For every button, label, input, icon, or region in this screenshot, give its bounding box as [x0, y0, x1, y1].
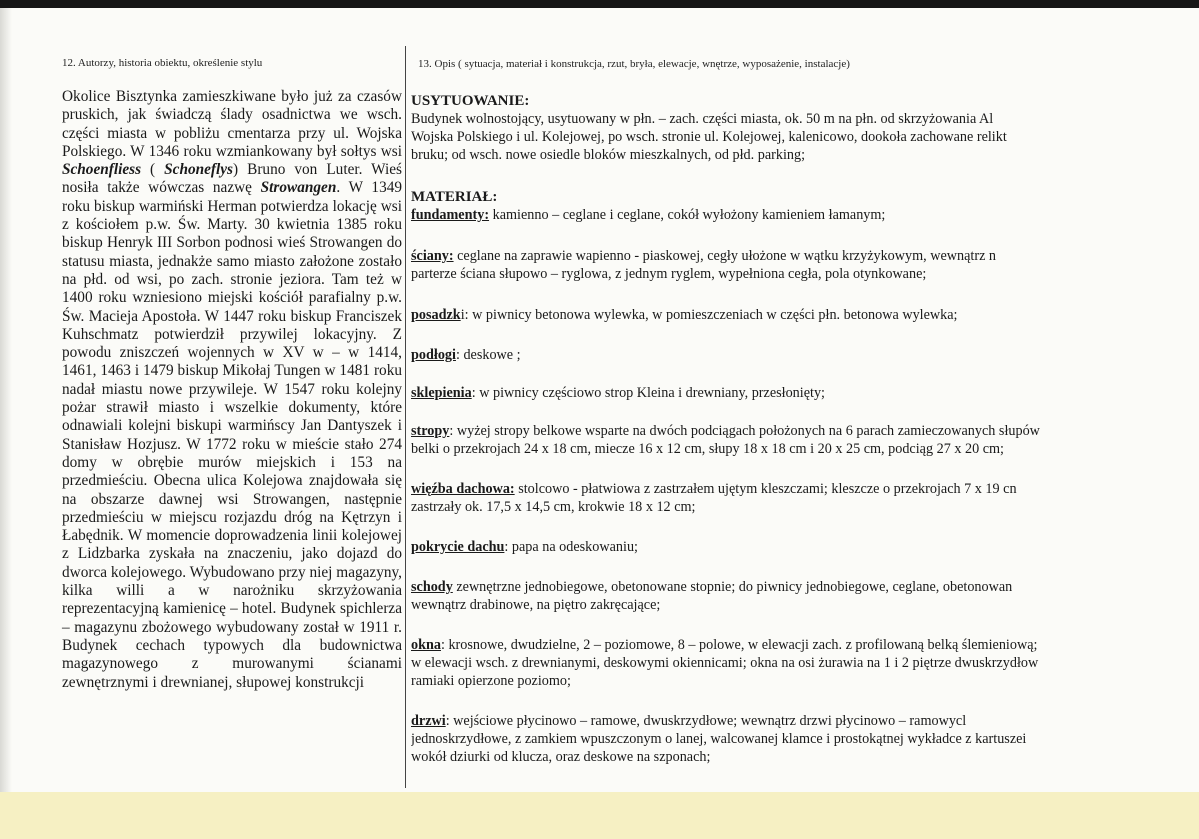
term-text: : wejściowe płycinowo – ramowe, dwuskrzydłowe; wewnątrz drzwi płycinowo – ramowycl [445, 713, 967, 729]
term-posadzki: posadzk [411, 307, 461, 323]
scan-left-shadow [0, 8, 12, 792]
entry-pokrycie [411, 538, 638, 556]
text-line: wokół dziurki od klucza, oraz deskowe na szponach; [411, 749, 711, 765]
left-column-header: 12. Autorzy, historia obiektu, określenie stylu [62, 57, 263, 69]
text-line [411, 538, 638, 556]
section-title: USYTUOWANIE: [411, 93, 530, 109]
entry-sklepienia [411, 384, 825, 402]
text-line: bruku; od wsch. nowe osiedle bloków mieszkalnych, od płd. parking; [411, 147, 806, 163]
term-text: : w piwnicy częściowo strop Kleina i drewniany, przesłonięty; [471, 385, 825, 401]
entry-posadzki [411, 306, 958, 324]
history-text-part: Okolice Bisztynka zamieszkiwane było już za czasów pruskich, jak świadczą ślady osadnictwa we wsch. części miasta w pobliżu cmentarza przy ul. Wojska Polskiego. W 1346 roku wzmiankowany był sołtys wsi [62, 88, 402, 160]
history-name-schoneflys: Schoneflys [164, 161, 234, 179]
term-drzwi: drzwi [411, 713, 446, 729]
text-line [411, 384, 825, 402]
term-sklepienia: sklepienia [411, 385, 472, 401]
entry-okna [411, 636, 1038, 690]
text-line: ramiaki opierzone poziomo; [411, 673, 571, 689]
section-title: MATERIAŁ: [411, 189, 498, 205]
term-schody: schody [411, 579, 453, 595]
text-line [411, 346, 521, 364]
history-text-part: . W 1349 roku biskup warmiński Herman potwierdza lokację wsi z kościołem p.w. Św. Marty. 30 kwietnia 1385 roku biskup Henryk III Sorbon podnosi wieś Strowangen do statusu miasta, jednakże samo miasto założone zostało na płd. od wsi, po zach. stronie jeziora. Tam też w 1400 roku wzniesiono miejski kościół parafialny p.w. Św. Macieja Apostoła. W 1447 roku biskup Franciszek Kuhschmatz potwierdził przywilej lokacyjny. Z powodu zniszczeń wojennych w XV w – w 1414, 1461, 1463 i 1479 biskup Mikołaj Tungen w 1481 roku nadał miastu nowe przywileje. W 1547 roku kolejny pożar strawił miasto i wszelkie dokumenty, które odnawiali kolejni biskupi warmińscy Jan Dantyszek i Stanisław Hozjusz. W 1772 roku w mieście stało 274 domy w obrębie murów miejskich i 153 na przedmieściu. Obecna ulica Kolejowa znajdowała się na obszarze dawnej wsi Strowangen, następnie przedmieściu w miejscu rozjazdu dróg na Kętrzyn i Łabędnik. W momencie doprowadzenia linii kolejowej z Lidzbarka zyskała na znaczeniu, jako dojazd do dworca kolejowego. Wybudowano przy niej magazyny, kilka willi a w narożniku skrzyżowania reprezentacyjną kamienicę – hotel. Budynek spichlerza – magazynu zbożowego wybudowany został w 1911 r. Budynek cechach typowych dla budownictwa magazynowego z murowanymi ścianami zewnętrznymi i drewnianej, słupowej konstrukcji [62, 179, 403, 691]
term-podlogi: podłogi [411, 347, 456, 363]
scan-bottom-strip [0, 792, 1199, 839]
history-text-part: ( [141, 161, 165, 179]
term-sciany: ściany: [411, 248, 454, 264]
term-text: stolcowo - płatwiowa z zastrzałem ujętym kleszczami; kleszcze o przekrojach 7 x 19 cn [514, 481, 1017, 497]
section-usytuowanie [411, 92, 1007, 164]
text-line: wewnątrz drabinowe, na piętro zakręcające; [411, 597, 661, 613]
term-text: ceglane na zaprawie wapienno - piaskowej, cegły ułożone w wątku krzyżykowym, wewnątrz n [453, 248, 997, 264]
column-divider [405, 46, 406, 788]
text-line: parterze ściana słupowo – ryglowa, z jednym ryglem, wypełniona cegła, pola otynkowane; [411, 266, 927, 282]
section-material [411, 188, 885, 224]
text-line [411, 578, 1012, 596]
text-line: zastrzały ok. 17,5 x 14,5 cm, krokwie 18 x 12 cm; [411, 499, 696, 515]
term-stropy: stropy [411, 423, 450, 439]
term-text: zewnętrzne jednobiegowe, obetonowane stopnie; do piwnicy jednobiegowe, ceglane, obetonowan [452, 579, 1013, 595]
text-line [411, 247, 996, 265]
history-text-part: ) Bruno von Luter. Wieś nosiła także wówczas nazwę [62, 161, 402, 197]
text-line: w elewacji wsch. z drewnianymi, deskowymi okiennicami; okna na osi żurawia na 1 i 2 piętrze dwuskrzydłow [411, 655, 1039, 671]
history-name-strowangen: Strowangen [260, 179, 337, 197]
term-text: : wyżej stropy belkowe wsparte na dwóch podciągach położonych na 6 parach zamieczowanych słupów [449, 423, 1040, 439]
entry-wiezba [411, 480, 1017, 516]
term-fundamenty: fundamenty: [411, 207, 490, 223]
entry-sciany [411, 247, 996, 283]
entry-schody [411, 578, 1012, 614]
term-wiezba: więźba dachowa: [411, 481, 515, 497]
term-text: : papa na odeskowaniu; [504, 539, 638, 555]
description-column [411, 92, 1199, 792]
term-okna: okna [411, 637, 441, 653]
history-text [62, 88, 402, 692]
entry-stropy [411, 422, 1040, 458]
text-line [411, 306, 958, 324]
text-line [411, 712, 1026, 730]
term-text: : deskowe ; [455, 347, 521, 363]
history-name-schoenfliess: Schoenfliess [62, 161, 142, 179]
text-line: Budynek wolnostojący, usytuowany w płn. – zach. części miasta, ok. 50 m na płn. od skrzyżowania Al [411, 111, 994, 127]
text-line: belki o przekrojach 24 x 18 cm, miecze 16 x 12 cm, słupy 18 x 18 cm i 20 x 25 cm, podciąg 27 x 20 cm; [411, 441, 1004, 457]
term-text: i: w piwnicy betonowa wylewka, w pomieszczeniach w części płn. betonowa wylewka; [460, 307, 958, 323]
term-pokrycie: pokrycie dachu [411, 539, 505, 555]
entry-podlogi [411, 346, 521, 364]
text-line [411, 636, 1038, 654]
text-line [411, 422, 1040, 440]
text-line [411, 480, 1017, 498]
text-line: jednoskrzydłowe, z zamkiem wpuszczonym o lanej, walcowanej klamce i prostokątnej wykładce z kartuszei [411, 731, 1027, 747]
text-line [411, 206, 885, 224]
term-text: kamienno – ceglane i ceglane, cokół wyłożony kamieniem łamanym; [489, 207, 886, 223]
text-line: Wojska Polskiego i ul. Kolejowej, po wsch. stronie ul. Kolejowej, kalenicowo, dookoła zachowane relikt [411, 129, 1007, 145]
right-column-header: 13. Opis ( sytuacja, materiał i konstrukcja, rzut, bryła, elewacje, wnętrze, wyposażenie, instalacje) [418, 58, 850, 70]
term-text: : krosnowe, dwudzielne, 2 – poziomowe, 8 – polowe, w elewacji zach. z profilowaną belką ślemieniową; [440, 637, 1038, 653]
entry-drzwi [411, 712, 1026, 766]
